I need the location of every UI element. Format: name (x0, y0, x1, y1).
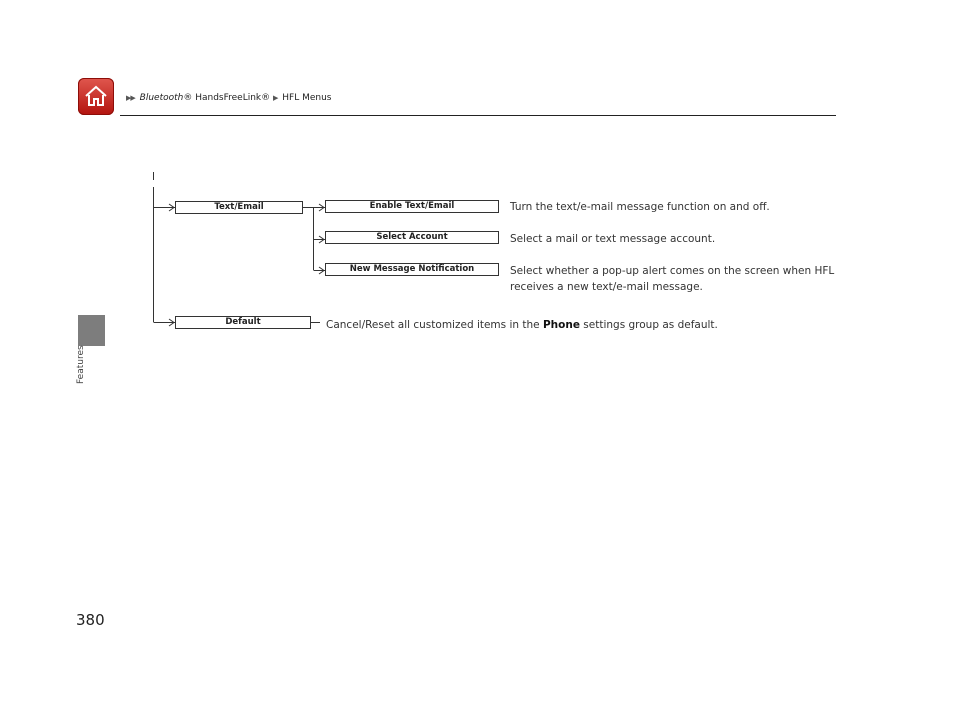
new-message-description-line2: receives a new text/e-mail message. (510, 281, 703, 293)
section-label: Features (76, 345, 86, 384)
default-description-post: settings group as default. (583, 319, 718, 331)
menu-item-enable-text-email[interactable]: Enable Text/Email (325, 200, 499, 213)
breadcrumb-arrow-icon: ▶▶ (126, 94, 135, 102)
menu-item-text-email[interactable]: Text/Email (175, 201, 303, 214)
menu-item-new-message-notification[interactable]: New Message Notification (325, 263, 499, 276)
breadcrumb-hfl-menus[interactable]: HFL Menus (282, 93, 332, 103)
new-message-description (510, 263, 834, 295)
breadcrumb-handsfreelink[interactable]: ® HandsFreeLink® (183, 93, 271, 103)
menu-item-default[interactable]: Default (175, 316, 311, 329)
breadcrumb-bluetooth[interactable]: Bluetooth (139, 93, 184, 103)
select-account-description: Select a mail or text message account. (510, 233, 716, 245)
page-number: 380 (76, 611, 105, 629)
enable-text-email-description: Turn the text/e-mail message function on and off. (510, 201, 770, 213)
breadcrumb-arrow-icon: ▶ (273, 94, 278, 102)
default-description-phone: Phone (542, 319, 580, 331)
menu-item-select-account[interactable]: Select Account (325, 231, 499, 244)
default-description-pre: Cancel/Reset all customized items in the (326, 319, 540, 331)
new-message-description-line1: Select whether a pop-up alert comes on the screen when HFL (510, 265, 835, 277)
default-description (326, 317, 718, 333)
